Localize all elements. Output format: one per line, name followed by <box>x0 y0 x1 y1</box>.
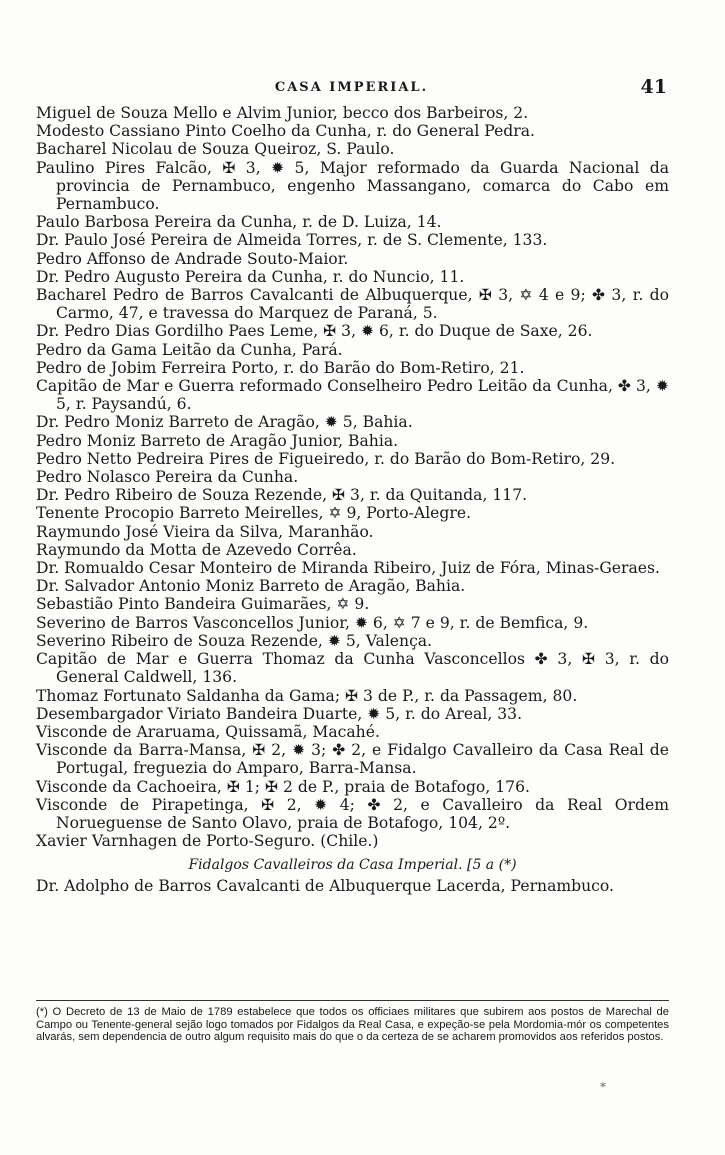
entry-item: Paulo Barbosa Pereira da Cunha, r. de D. Luiza, 14. <box>36 213 442 232</box>
entry-item: Pedro de Jobim Ferreira Porto, r. do Barão do Bom-Retiro, 21. <box>36 358 525 377</box>
entry-item: Capitão de Mar e Guerra reformado Conselheiro Pedro Leitão da Cunha, ✤ 3, ✹ 5, r. Paysandú, 6. <box>36 377 669 414</box>
entry-item: Desembargador Viriato Bandeira Duarte, ✹ 5, r. do Areal, 33. <box>36 704 523 723</box>
entry-item: Pedro Moniz Barreto de Aragão Junior, Bahia. <box>36 431 399 450</box>
page-header <box>36 76 667 100</box>
entry-item: Dr. Salvador Antonio Moniz Barreto de Aragão, Bahia. <box>36 577 466 596</box>
entry-item: Visconde da Barra-Mansa, ✠ 2, ✹ 3; ✤ 2, e Fidalgo Cavalleiro da Casa Real de Portugal, freguezia do Amparo, Barra-Mansa. <box>36 741 669 778</box>
entry-item: Visconde de Pirapetinga, ✠ 2, ✹ 4; ✤ 2, e Cavalleiro da Real Ordem Norueguense de Santo Olavo, praia de Botafogo, 104, 2º. <box>36 795 669 832</box>
entry-item: Miguel de Souza Mello e Alvim Junior, becco dos Barbeiros, 2. <box>36 104 529 122</box>
entry-item: Pedro da Gama Leitão da Cunha, Pará. <box>36 340 343 359</box>
stray-mark: * <box>600 1080 606 1094</box>
entry-item: Xavier Varnhagen de Porto-Seguro. (Chile.) <box>36 832 379 851</box>
entry-item: Raymundo José Vieira da Silva, Maranhão. <box>36 522 374 541</box>
main-entries <box>36 104 669 850</box>
entry-item: Dr. Romualdo Cesar Monteiro de Miranda Ribeiro, Juiz de Fóra, Minas-Geraes. <box>36 559 660 578</box>
entry-item: Dr. Pedro Moniz Barreto de Aragão, ✹ 5, Bahia. <box>36 413 413 432</box>
footnote-rule <box>36 1000 669 1001</box>
entry-item: Visconde de Araruama, Quissamã, Macahé. <box>36 722 380 741</box>
entry-item: Bacharel Pedro de Barros Cavalcanti de Albuquerque, ✠ 3, ✡ 4 e 9; ✤ 3, r. do Carmo, 47, e travessa do Marquez de Paraná, 5. <box>36 286 669 323</box>
entry-item: Dr. Adolpho de Barros Cavalcanti de Albuquerque Lacerda, Pernambuco. <box>36 876 614 895</box>
section-subheading: Fidalgos Cavalleiros da Casa Imperial. [5 a (*) <box>188 857 517 874</box>
footnote: (*) O Decreto de 13 de Maio de 1789 estabelece que todos os officiaes militares que subirem aos postos de Marechal de Campo ou Tenente-general sejão logo tomados por Fidalgos da Real Casa, e expeção-se pela Mordomia-mór os competentes alvarás, sem dependencia de outro algum requisito mais do que o da certeza de se acharem promovidos aos referidos postos. <box>36 1006 669 1044</box>
entry-item: Modesto Cassiano Pinto Coelho da Cunha, r. do General Pedra. <box>36 122 535 141</box>
entry-item: Dr. Pedro Dias Gordilho Paes Leme, ✠ 3, ✹ 6, r. do Duque de Saxe, 26. <box>36 322 593 341</box>
entry-item: Dr. Paulo José Pereira de Almeida Torres, r. de S. Clemente, 133. <box>36 231 548 250</box>
page-number: 41 <box>640 76 667 98</box>
entry-item: Raymundo da Motta de Azevedo Corrêa. <box>36 540 357 559</box>
entry-item: Bacharel Nicolau de Souza Queiroz, S. Paulo. <box>36 140 395 159</box>
entry-item: Capitão de Mar e Guerra Thomaz da Cunha Vasconcellos ✤ 3, ✠ 3, r. do General Caldwell, 136. <box>36 650 669 687</box>
running-title: CASA IMPERIAL. <box>274 80 429 95</box>
entry-item: Thomaz Fortunato Saldanha da Gama; ✠ 3 de P., r. da Passagem, 80. <box>36 686 578 705</box>
entry-item: Sebastião Pinto Bandeira Guimarães, ✡ 9. <box>36 595 370 614</box>
entry-item: Visconde da Cachoeira, ✠ 1; ✠ 2 de P., praia de Botafogo, 176. <box>36 777 530 796</box>
entry-item: Dr. Pedro Ribeiro de Souza Rezende, ✠ 3, r. da Quitanda, 117. <box>36 486 528 505</box>
entry-item: Pedro Affonso de Andrade Souto-Maior. <box>36 249 349 268</box>
entry-item: Tenente Procopio Barreto Meirelles, ✡ 9, Porto-Alegre. <box>36 504 472 523</box>
entry-item: Paulino Pires Falcão, ✠ 3, ✹ 5, Major reformado da Guarda Nacional da provincia de Pernambuco, engenho Massangano, comarca do Cabo em Pernambuco. <box>36 158 669 214</box>
entry-item: Dr. Pedro Augusto Pereira da Cunha, r. do Nuncio, 11. <box>36 267 465 286</box>
entry-item: Pedro Nolasco Pereira da Cunha. <box>36 468 299 487</box>
entry-item: Severino de Barros Vasconcellos Junior, ✹ 6, ✡ 7 e 9, r. de Bemfica, 9. <box>36 613 589 632</box>
entry-item: Pedro Netto Pedreira Pires de Figueiredo, r. do Barão do Bom-Retiro, 29. <box>36 449 616 468</box>
after-entries <box>36 877 669 895</box>
entry-list <box>36 104 669 895</box>
entry-item: Severino Ribeiro de Souza Rezende, ✹ 5, Valença. <box>36 631 433 650</box>
